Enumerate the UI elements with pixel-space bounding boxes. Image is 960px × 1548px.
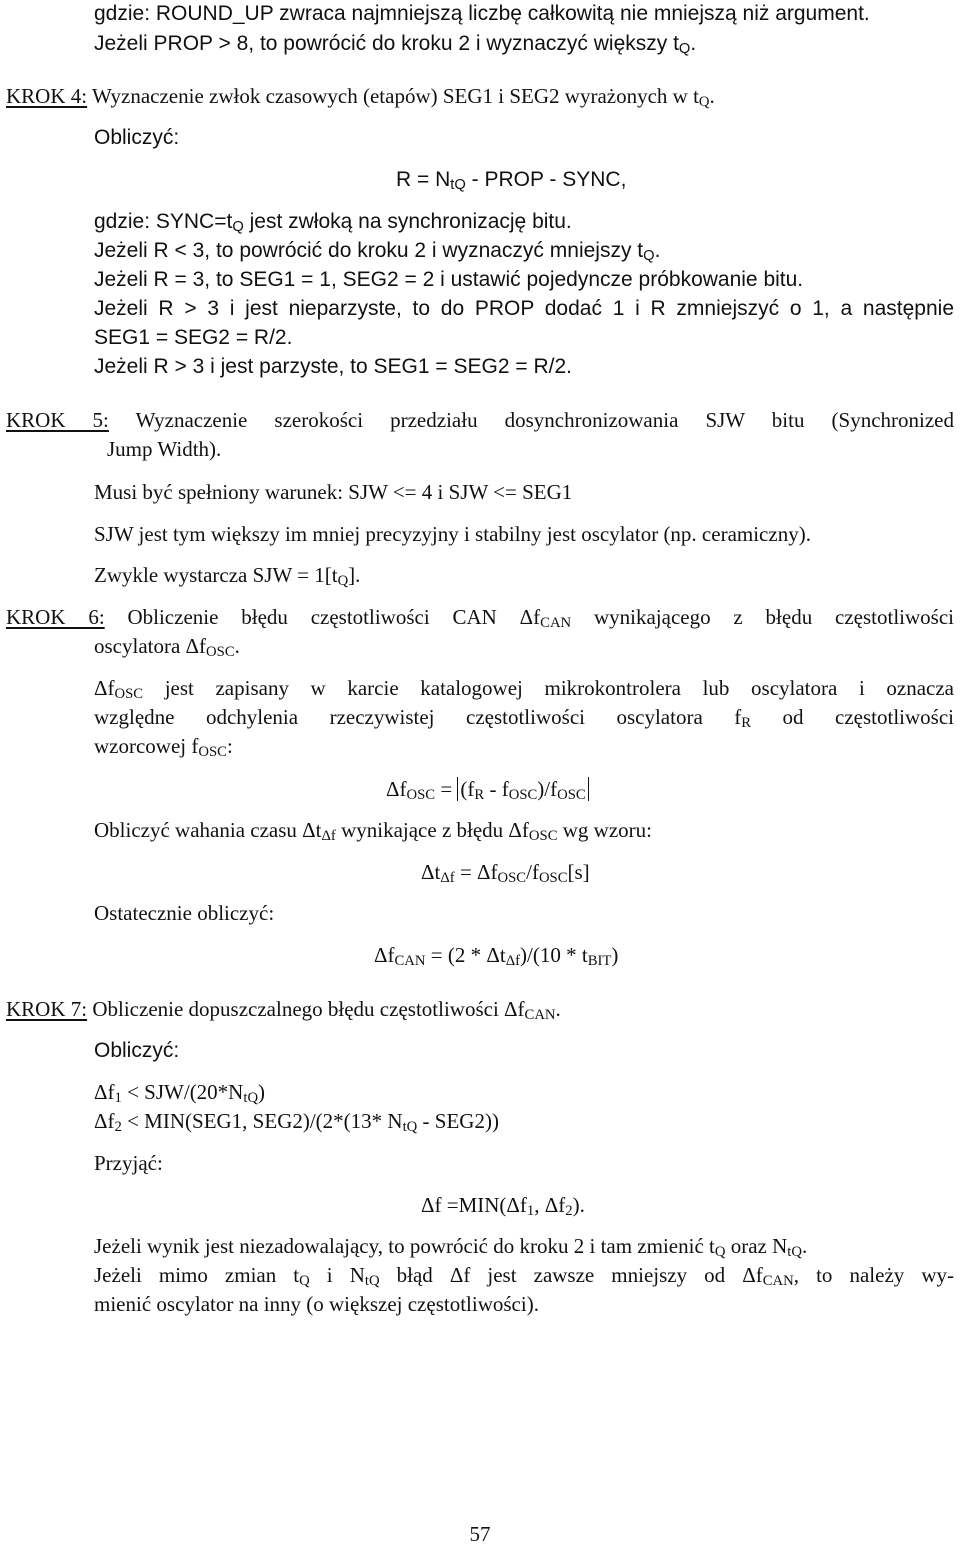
text-line: wzorcowej $f_{OSC}$: bbox=[94, 734, 233, 761]
text-line: SJW jest tym większy im mniej precyzyjny i stabilny jest oscylator (np. ceramiczny). bbox=[94, 522, 811, 546]
text-line: SEG1 = SEG2 = R/2. bbox=[94, 326, 293, 349]
equation-delta-f-can: $\Delta f_{CAN} = (2 * \Delta t_{\Delta f})/(10 * t_{BIT})$ bbox=[374, 943, 619, 970]
step-5-heading: KROK 5: Wyznaczenie szerokości przedziału dosynchronizowania SJW bitu (Synchronized bbox=[6, 408, 954, 432]
text-line: Jeżeli PROP > 8, to powrócić do kroku 2 i wyznaczyć większy $t_Q$. bbox=[94, 32, 697, 58]
text-line: $\Delta f_{OSC}$ jest zapisany w karcie katalogowej mikrokontrolera lub oscylatora i oznacza bbox=[94, 676, 954, 703]
formula-f2: $\Delta f_2 < MIN(SEG1$, SEG2)/(2*(13* $N_{tQ} - SEG2$)) bbox=[94, 1109, 499, 1136]
text-line: względne odchylenia rzeczywistej częstotliwości oscylatora $f_R$ od częstotliwości bbox=[94, 705, 954, 732]
text-line: Jeżeli mimo zmian $t_Q$ i $N_{tQ}$ błąd Δf jest zawsze mniejszy od $\Delta f_{CAN}$, to należy wy- bbox=[94, 1263, 954, 1290]
step-6-heading: KROK 6: Obliczenie błędu częstotliwości CAN $\Delta f_{CAN}$ wynikającego z błędu częstotliwości bbox=[6, 605, 954, 632]
text-line: Jeżeli wynik jest niezadowalający, to powrócić do kroku 2 i tam zmienić $t_Q$ oraz $N_{tQ}$. bbox=[94, 1234, 808, 1261]
text-line: Jeżeli R < 3, to powrócić do kroku 2 i wyznaczyć mniejszy $t_Q$. bbox=[94, 239, 661, 265]
text-line: Zwykle wystarcza SJW = $1[t_Q]$. bbox=[94, 563, 361, 590]
text-line: mienić oscylator na inny (o większej częstotliwości). bbox=[94, 1292, 539, 1316]
step-7-heading: KROK 7: Obliczenie dopuszczalnego błędu częstotliwości $\Delta f_{CAN}$. bbox=[6, 997, 561, 1024]
text-line: Jump Width). bbox=[107, 437, 222, 461]
absolute-value: $(f_R - f_{OSC})/f_{OSC}$ bbox=[457, 777, 588, 801]
text-line: Musi być spełniony warunek: SJW <= 4 i SJW <= SEG1 bbox=[94, 480, 573, 504]
step-6-label: KROK 6: bbox=[6, 605, 105, 629]
page-number: 57 bbox=[469, 1522, 491, 1546]
text-line: gdzie: $SYNC=t_Q$ jest zwłoką na synchronizację bitu. bbox=[94, 210, 572, 236]
text-line: Przyjąć: bbox=[94, 1151, 163, 1175]
equation-delta-f-osc: $\Delta f_{OSC} = (f_R - f_{OSC})/f_{OSC}$ bbox=[386, 775, 589, 803]
text-line: Ostatecznie obliczyć: bbox=[94, 901, 275, 925]
step-7-label: KROK 7: bbox=[6, 997, 88, 1021]
formula-f1: $\Delta f_1 < SJW/(20*N_{tQ})$ bbox=[94, 1080, 266, 1107]
text-line: Jeżeli R > 3 i jest parzyste, to SEG1 = SEG2 = R/2. bbox=[94, 355, 572, 378]
equation-r: $R = N_{tQ}$ - PROP - SYNC, bbox=[396, 168, 627, 194]
calc-label: Obliczyć: bbox=[94, 1039, 180, 1062]
step-5-label: KROK 5: bbox=[6, 408, 109, 432]
text-line: Jeżeli R > 3 i jest nieparzyste, to do PROP dodać 1 i R zmniejszyć o 1, a następnie bbox=[94, 297, 954, 320]
equation-delta-t: $\Delta t_{\Delta f} = \Delta f_{OSC}/f_{OSC}[s]$ bbox=[421, 860, 590, 887]
text-line: gdzie: ROUND_UP zwraca najmniejszą liczbę całkowitą nie mniejszą niż argument. bbox=[94, 2, 870, 25]
text-line: Jeżeli R = 3, to SEG1 = 1, SEG2 = 2 i ustawić pojedyncze próbkowanie bitu. bbox=[94, 268, 804, 291]
calc-label: Obliczyć: bbox=[94, 126, 180, 149]
text-line: oscylatora $\Delta f_{OSC}$. bbox=[94, 634, 240, 661]
text-line: Obliczyć wahania czasu $\Delta t_{\Delta f}$ wynikające z błędu $\Delta f_{OSC}$ wg wzoru: bbox=[94, 818, 652, 845]
equation-delta-f-min: $\Delta f =MIN(\Delta f_1$, $\Delta f_2$). bbox=[421, 1193, 585, 1220]
step-4-label: KROK 4: bbox=[6, 84, 88, 108]
step-4-heading: KROK 4: Wyznaczenie zwłok czasowych (etapów) SEG1 i SEG2 wyrażonych w $t_Q$. bbox=[6, 84, 715, 111]
